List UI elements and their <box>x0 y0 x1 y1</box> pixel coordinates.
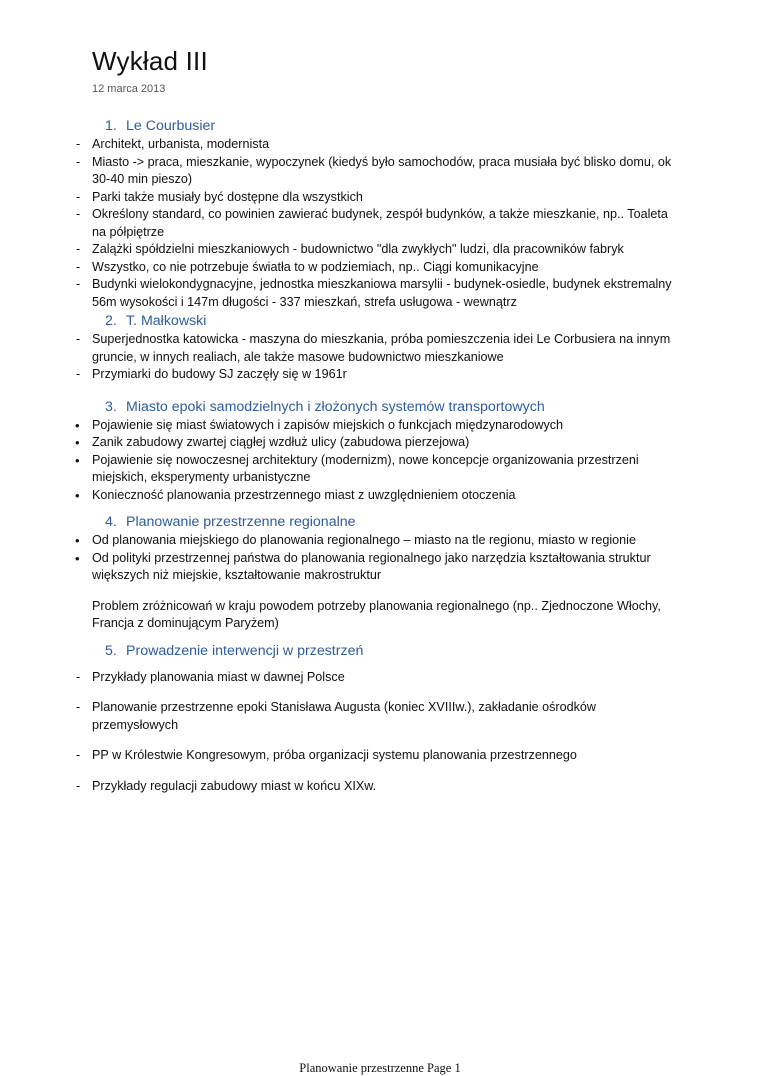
section-number: 3. <box>105 398 117 415</box>
list-item: - PP w Królestwie Kongresowym, próba organizacji systemu planowania przestrzennego <box>72 747 682 765</box>
dash-marker: - <box>76 277 81 291</box>
list-item: - Zalążki spółdzielni mieszkaniowych - budownictwo "dla zwykłych" ludzi, dla pracowników fabryk <box>72 241 682 259</box>
section-number: 4. <box>105 514 117 530</box>
bullet-marker: • <box>75 452 80 468</box>
dash-marker: - <box>76 778 81 793</box>
dash-marker: - <box>76 748 81 762</box>
section-title: Miasto epoki samodzielnych i złożonych systemów transportowych <box>126 398 545 415</box>
dash-marker: - <box>76 154 81 169</box>
section-title: T. Małkowski <box>126 313 207 329</box>
section-title: Planowanie przestrzenne regionalne <box>126 514 356 530</box>
paragraph: Problem zróżnicowań w kraju powodem potrzeby planowania regionalnego (np.. Zjednoczone Włochy, Francja z dominującym Paryżem) <box>92 598 661 630</box>
page-date: 12 marca 2013 <box>92 83 166 95</box>
bullet-marker: • <box>75 417 80 433</box>
list-item: - Przykłady planowania miast w dawnej Polsce <box>72 669 682 687</box>
section-title: Le Courbusier <box>126 118 216 134</box>
section-heading-3 <box>72 397 682 417</box>
dash-marker: - <box>76 137 81 151</box>
section-heading-1 <box>72 116 682 136</box>
page-footer: Planowanie przestrzenne Page 1 <box>299 1061 461 1075</box>
dash-marker: - <box>76 367 81 381</box>
list-item: - Przykłady regulacji zabudowy miast w końcu XIXw. <box>72 778 682 796</box>
list-item: • Konieczność planowania przestrzennego miast z uwzględnieniem otoczenia <box>75 487 516 503</box>
list-item: - Budynki wielokondygnacyjne, jednostka mieszkaniowa marsylii - budynek-osiedle, budynek ekstremalny 56m wysokości i 147m długości - 337 mieszkań, strefa usługowa - wewnątrz <box>76 277 672 309</box>
dash-marker: - <box>76 332 81 346</box>
dash-marker: - <box>76 669 81 684</box>
document-body <box>72 116 682 795</box>
list-item: - Określony standard, co powinien zawierać budynek, zespół budynków, a także mieszkanie, np.. Toaleta na półpiętrze <box>76 207 668 239</box>
list-item: - Parki także musiały być dostępne dla wszystkich <box>72 189 682 207</box>
section-number: 1. <box>105 118 117 134</box>
list-item: - Planowanie przestrzenne epoki Stanisława Augusta (koniec XVIIIw.), zakładanie ośrodków przemysłowych <box>76 700 597 732</box>
dash-marker: - <box>76 259 81 274</box>
list-item: - Superjednostka katowicka - maszyna do mieszkania, próba pomieszczenia idei Le Corbusiera na innym gruncie, w innych realiach, ale także masowe budownictwo mieszkaniowe <box>76 332 671 364</box>
section-title: Prowadzenie interwencji w przestrzeń <box>126 642 364 659</box>
dash-marker: - <box>76 189 81 204</box>
bullet-marker: • <box>75 435 80 450</box>
section-heading-5 <box>72 641 682 661</box>
list-item: • Zanik zabudowy zwartej ciągłej wzdłuż ulicy (zabudowa pierzejowa) <box>75 435 470 450</box>
section-heading-4 <box>72 512 682 532</box>
dash-marker: - <box>76 700 81 714</box>
list-item: • Od planowania miejskiego do planowania regionalnego – miasto na tle regionu, miasto w regionie <box>75 533 636 548</box>
list-item: - Architekt, urbanista, modernista <box>72 136 682 154</box>
dash-marker: - <box>76 207 81 221</box>
bullet-marker: • <box>75 487 80 503</box>
dash-marker: - <box>76 242 81 256</box>
list-item: • Pojawienie się nowoczesnej architektury (modernizm), nowe koncepcje organizowania przestrzeni miejskich, eksperymenty urbanistyczne <box>75 452 639 484</box>
page-title: Wykład III <box>92 46 208 76</box>
list-item: - Miasto -> praca, mieszkanie, wypoczynek (kiedyś było samochodów, praca musiała być blisko domu, ok 30-40 min pieszo) <box>76 154 672 186</box>
list-item: • Od polityki przestrzennej państwa do planowania regionalnego jako narzędzia kształtowania struktur większych niż miejskie, kształtowanie makrostruktur <box>75 550 651 582</box>
bullet-marker: • <box>75 550 80 566</box>
list-item: - Przymiarki do budowy SJ zaczęły się w 1961r <box>72 366 682 384</box>
list-item: - Wszystko, co nie potrzebuje światła to w podziemiach, np.. Ciągi komunikacyjne <box>72 259 682 277</box>
section-number: 5. <box>105 642 117 659</box>
section-number: 2. <box>105 313 117 329</box>
bullet-marker: • <box>75 533 80 548</box>
section-heading-2 <box>72 311 682 331</box>
list-item: • Pojawienie się miast światowych i zapisów miejskich o funkcjach międzynarodowych <box>75 417 564 433</box>
